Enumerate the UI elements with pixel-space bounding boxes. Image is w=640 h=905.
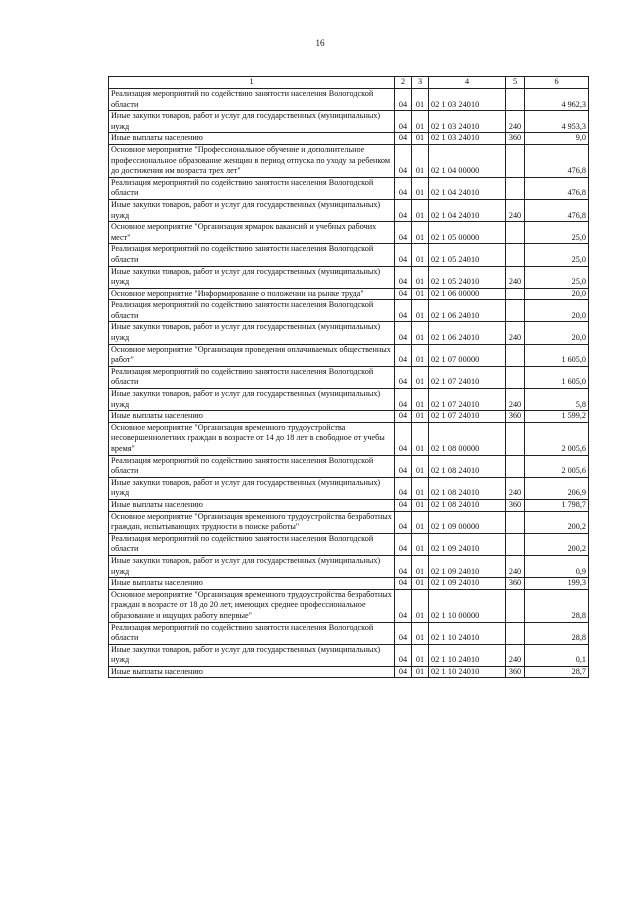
row-target-code-cell: 02 1 07 24010 [429, 389, 506, 411]
row-subsection-cell: 01 [412, 133, 429, 145]
row-amount-cell: 200,2 [525, 533, 589, 555]
header-cell: 6 [525, 77, 589, 89]
row-subsection-cell: 01 [412, 499, 429, 511]
page-number: 16 [315, 38, 325, 48]
row-name-cell: Иные закупки товаров, работ и услуг для государственных (муниципальных) нужд [109, 477, 395, 499]
row-amount-cell: 25,0 [525, 222, 589, 244]
table-row [109, 622, 589, 644]
row-name-cell: Иные закупки товаров, работ и услуг для государственных (муниципальных) нужд [109, 322, 395, 344]
row-section-cell: 04 [395, 644, 412, 666]
row-expense-type-cell: 240 [506, 111, 525, 133]
table-row [109, 177, 589, 199]
row-subsection-cell: 01 [412, 144, 429, 177]
row-amount-cell: 28,7 [525, 666, 589, 678]
row-name-cell: Реализация мероприятий по содействию занятости населения Вологодской области [109, 622, 395, 644]
row-subsection-cell: 01 [412, 300, 429, 322]
row-expense-type-cell: 240 [506, 199, 525, 221]
table-row [109, 288, 589, 300]
row-target-code-cell: 02 1 06 24010 [429, 322, 506, 344]
row-section-cell: 04 [395, 288, 412, 300]
row-section-cell: 04 [395, 366, 412, 388]
table-row [109, 511, 589, 533]
row-name-cell: Иные закупки товаров, работ и услуг для государственных (муниципальных) нужд [109, 266, 395, 288]
row-expense-type-cell: 240 [506, 322, 525, 344]
row-name-cell: Реализация мероприятий по содействию занятости населения Вологодской области [109, 300, 395, 322]
row-amount-cell: 20,0 [525, 288, 589, 300]
row-section-cell: 04 [395, 533, 412, 555]
row-name-cell: Иные закупки товаров, работ и услуг для государственных (муниципальных) нужд [109, 644, 395, 666]
row-subsection-cell: 01 [412, 266, 429, 288]
row-section-cell: 04 [395, 589, 412, 622]
row-name-cell: Основное мероприятие "Организация временного трудоустройства несовершеннолетних граждан в возрасте от 14 до 18 лет в свободное от учебы время" [109, 422, 395, 455]
row-amount-cell: 199,3 [525, 578, 589, 590]
row-target-code-cell: 02 1 03 24010 [429, 89, 506, 111]
row-section-cell: 04 [395, 133, 412, 145]
row-subsection-cell: 01 [412, 455, 429, 477]
row-target-code-cell: 02 1 09 00000 [429, 511, 506, 533]
table-row [109, 555, 589, 577]
table-row [109, 266, 589, 288]
row-expense-type-cell: 240 [506, 389, 525, 411]
row-name-cell: Иные закупки товаров, работ и услуг для государственных (муниципальных) нужд [109, 199, 395, 221]
header-cell: 1 [109, 77, 395, 89]
row-section-cell: 04 [395, 244, 412, 266]
table-row [109, 144, 589, 177]
row-subsection-cell: 01 [412, 177, 429, 199]
row-name-cell: Основное мероприятие "Организация временного трудоустройства безработных граждан, испытывающих трудности в поиске работы" [109, 511, 395, 533]
row-target-code-cell: 02 1 07 24010 [429, 411, 506, 423]
row-expense-type-cell [506, 533, 525, 555]
table-row [109, 589, 589, 622]
row-section-cell: 04 [395, 344, 412, 366]
row-section-cell: 04 [395, 322, 412, 344]
row-expense-type-cell: 240 [506, 266, 525, 288]
row-expense-type-cell [506, 177, 525, 199]
row-subsection-cell: 01 [412, 511, 429, 533]
row-target-code-cell: 02 1 06 00000 [429, 288, 506, 300]
row-name-cell: Иные закупки товаров, работ и услуг для государственных (муниципальных) нужд [109, 111, 395, 133]
table-row [109, 666, 589, 678]
row-expense-type-cell [506, 89, 525, 111]
table-row [109, 133, 589, 145]
row-subsection-cell: 01 [412, 422, 429, 455]
row-target-code-cell: 02 1 04 24010 [429, 199, 506, 221]
row-amount-cell: 28,8 [525, 589, 589, 622]
row-amount-cell: 20,0 [525, 322, 589, 344]
row-expense-type-cell: 360 [506, 499, 525, 511]
row-section-cell: 04 [395, 222, 412, 244]
row-name-cell: Реализация мероприятий по содействию занятости населения Вологодской области [109, 244, 395, 266]
table-row [109, 578, 589, 590]
row-section-cell: 04 [395, 455, 412, 477]
row-name-cell: Реализация мероприятий по содействию занятости населения Вологодской области [109, 366, 395, 388]
row-target-code-cell: 02 1 08 00000 [429, 422, 506, 455]
row-section-cell: 04 [395, 266, 412, 288]
row-amount-cell: 20,0 [525, 300, 589, 322]
row-expense-type-cell [506, 300, 525, 322]
table-row [109, 344, 589, 366]
row-name-cell: Реализация мероприятий по содействию занятости населения Вологодской области [109, 533, 395, 555]
table-row [109, 422, 589, 455]
row-amount-cell: 4 953,3 [525, 111, 589, 133]
row-subsection-cell: 01 [412, 666, 429, 678]
row-section-cell: 04 [395, 422, 412, 455]
row-subsection-cell: 01 [412, 366, 429, 388]
row-amount-cell: 476,8 [525, 199, 589, 221]
row-name-cell: Основное мероприятие "Профессиональное обучение и дополнительное профессиональное образование женщин в период отпуска по уходу за ребенком до достижения им возраста трех лет" [109, 144, 395, 177]
table-row [109, 477, 589, 499]
row-subsection-cell: 01 [412, 555, 429, 577]
row-expense-type-cell [506, 366, 525, 388]
row-target-code-cell: 02 1 10 24010 [429, 622, 506, 644]
table-row [109, 322, 589, 344]
row-target-code-cell: 02 1 05 00000 [429, 222, 506, 244]
row-expense-type-cell [506, 344, 525, 366]
table-row [109, 300, 589, 322]
row-name-cell: Иные выплаты населению [109, 578, 395, 590]
row-amount-cell: 476,8 [525, 144, 589, 177]
row-name-cell: Иные выплаты населению [109, 666, 395, 678]
table-row [109, 199, 589, 221]
row-target-code-cell: 02 1 08 24010 [429, 499, 506, 511]
row-subsection-cell: 01 [412, 578, 429, 590]
row-target-code-cell: 02 1 09 24010 [429, 533, 506, 555]
table-row [109, 222, 589, 244]
row-amount-cell: 1 599,2 [525, 411, 589, 423]
row-expense-type-cell: 360 [506, 666, 525, 678]
row-name-cell: Основное мероприятие "Организация проведения оплачиваемых общественных работ" [109, 344, 395, 366]
row-subsection-cell: 01 [412, 644, 429, 666]
row-section-cell: 04 [395, 177, 412, 199]
row-subsection-cell: 01 [412, 411, 429, 423]
row-target-code-cell: 02 1 03 24010 [429, 133, 506, 145]
row-section-cell: 04 [395, 411, 412, 423]
row-expense-type-cell [506, 244, 525, 266]
row-expense-type-cell: 360 [506, 133, 525, 145]
table-row [109, 111, 589, 133]
row-expense-type-cell: 360 [506, 578, 525, 590]
table-row [109, 455, 589, 477]
row-amount-cell: 200,2 [525, 511, 589, 533]
row-subsection-cell: 01 [412, 288, 429, 300]
header-cell: 4 [429, 77, 506, 89]
row-amount-cell: 25,0 [525, 244, 589, 266]
row-name-cell: Основное мероприятие "Организация ярмарок вакансий и учебных рабочих мест" [109, 222, 395, 244]
row-name-cell: Реализация мероприятий по содействию занятости населения Вологодской области [109, 455, 395, 477]
row-section-cell: 04 [395, 389, 412, 411]
row-amount-cell: 5,8 [525, 389, 589, 411]
row-amount-cell: 2 005,6 [525, 455, 589, 477]
row-name-cell: Реализация мероприятий по содействию занятости населения Вологодской области [109, 89, 395, 111]
row-name-cell: Иные выплаты населению [109, 499, 395, 511]
header-cell: 3 [412, 77, 429, 89]
row-amount-cell: 1 798,7 [525, 499, 589, 511]
row-target-code-cell: 02 1 05 24010 [429, 244, 506, 266]
row-name-cell: Реализация мероприятий по содействию занятости населения Вологодской области [109, 177, 395, 199]
table-header-row [109, 77, 589, 89]
row-expense-type-cell [506, 144, 525, 177]
row-expense-type-cell: 240 [506, 477, 525, 499]
table-row [109, 644, 589, 666]
row-name-cell: Иные закупки товаров, работ и услуг для государственных (муниципальных) нужд [109, 555, 395, 577]
row-expense-type-cell [506, 422, 525, 455]
row-amount-cell: 4 962,3 [525, 89, 589, 111]
table-row [109, 499, 589, 511]
row-amount-cell: 206,9 [525, 477, 589, 499]
row-section-cell: 04 [395, 199, 412, 221]
row-name-cell: Иные выплаты населению [109, 411, 395, 423]
row-target-code-cell: 02 1 10 24010 [429, 644, 506, 666]
row-section-cell: 04 [395, 578, 412, 590]
row-target-code-cell: 02 1 08 24010 [429, 477, 506, 499]
row-expense-type-cell [506, 511, 525, 533]
row-target-code-cell: 02 1 03 24010 [429, 111, 506, 133]
row-amount-cell: 0,1 [525, 644, 589, 666]
row-expense-type-cell [506, 455, 525, 477]
row-expense-type-cell: 240 [506, 644, 525, 666]
header-cell: 5 [506, 77, 525, 89]
row-subsection-cell: 01 [412, 89, 429, 111]
row-target-code-cell: 02 1 04 24010 [429, 177, 506, 199]
table-row [109, 411, 589, 423]
row-name-cell: Основное мероприятие "Организация временного трудоустройства безработных граждан в возрасте от 18 до 20 лет, имеющих среднее профессиональное образование и ищущих работу впервые" [109, 589, 395, 622]
header-cell: 2 [395, 77, 412, 89]
row-expense-type-cell [506, 589, 525, 622]
row-section-cell: 04 [395, 511, 412, 533]
row-amount-cell: 2 005,6 [525, 422, 589, 455]
row-subsection-cell: 01 [412, 111, 429, 133]
row-target-code-cell: 02 1 05 24010 [429, 266, 506, 288]
row-section-cell: 04 [395, 144, 412, 177]
table-row [109, 89, 589, 111]
row-subsection-cell: 01 [412, 199, 429, 221]
row-section-cell: 04 [395, 555, 412, 577]
row-amount-cell: 25,0 [525, 266, 589, 288]
row-subsection-cell: 01 [412, 389, 429, 411]
row-name-cell: Иные закупки товаров, работ и услуг для государственных (муниципальных) нужд [109, 389, 395, 411]
budget-table [108, 76, 589, 678]
table-row [109, 366, 589, 388]
row-expense-type-cell [506, 622, 525, 644]
row-subsection-cell: 01 [412, 344, 429, 366]
row-section-cell: 04 [395, 499, 412, 511]
row-subsection-cell: 01 [412, 477, 429, 499]
row-target-code-cell: 02 1 09 24010 [429, 555, 506, 577]
table-row [109, 389, 589, 411]
row-target-code-cell: 02 1 06 24010 [429, 300, 506, 322]
row-amount-cell: 9,0 [525, 133, 589, 145]
row-target-code-cell: 02 1 04 00000 [429, 144, 506, 177]
row-amount-cell: 0,9 [525, 555, 589, 577]
row-subsection-cell: 01 [412, 222, 429, 244]
row-section-cell: 04 [395, 300, 412, 322]
row-target-code-cell: 02 1 07 00000 [429, 344, 506, 366]
table-row [109, 244, 589, 266]
row-subsection-cell: 01 [412, 589, 429, 622]
row-section-cell: 04 [395, 89, 412, 111]
row-section-cell: 04 [395, 622, 412, 644]
row-section-cell: 04 [395, 477, 412, 499]
row-subsection-cell: 01 [412, 244, 429, 266]
row-expense-type-cell: 360 [506, 411, 525, 423]
row-section-cell: 04 [395, 111, 412, 133]
row-target-code-cell: 02 1 09 24010 [429, 578, 506, 590]
row-expense-type-cell [506, 222, 525, 244]
row-target-code-cell: 02 1 10 00000 [429, 589, 506, 622]
row-amount-cell: 476,8 [525, 177, 589, 199]
row-target-code-cell: 02 1 10 24010 [429, 666, 506, 678]
row-amount-cell: 1 605,0 [525, 366, 589, 388]
row-name-cell: Иные выплаты населению [109, 133, 395, 145]
row-amount-cell: 28,8 [525, 622, 589, 644]
row-subsection-cell: 01 [412, 533, 429, 555]
row-target-code-cell: 02 1 07 24010 [429, 366, 506, 388]
row-section-cell: 04 [395, 666, 412, 678]
row-expense-type-cell: 240 [506, 555, 525, 577]
row-target-code-cell: 02 1 08 24010 [429, 455, 506, 477]
row-amount-cell: 1 605,0 [525, 344, 589, 366]
table-row [109, 533, 589, 555]
row-subsection-cell: 01 [412, 322, 429, 344]
row-expense-type-cell [506, 288, 525, 300]
row-name-cell: Основное мероприятие "Информирование о положении на рынке труда" [109, 288, 395, 300]
row-subsection-cell: 01 [412, 622, 429, 644]
budget-table-body [109, 77, 589, 678]
